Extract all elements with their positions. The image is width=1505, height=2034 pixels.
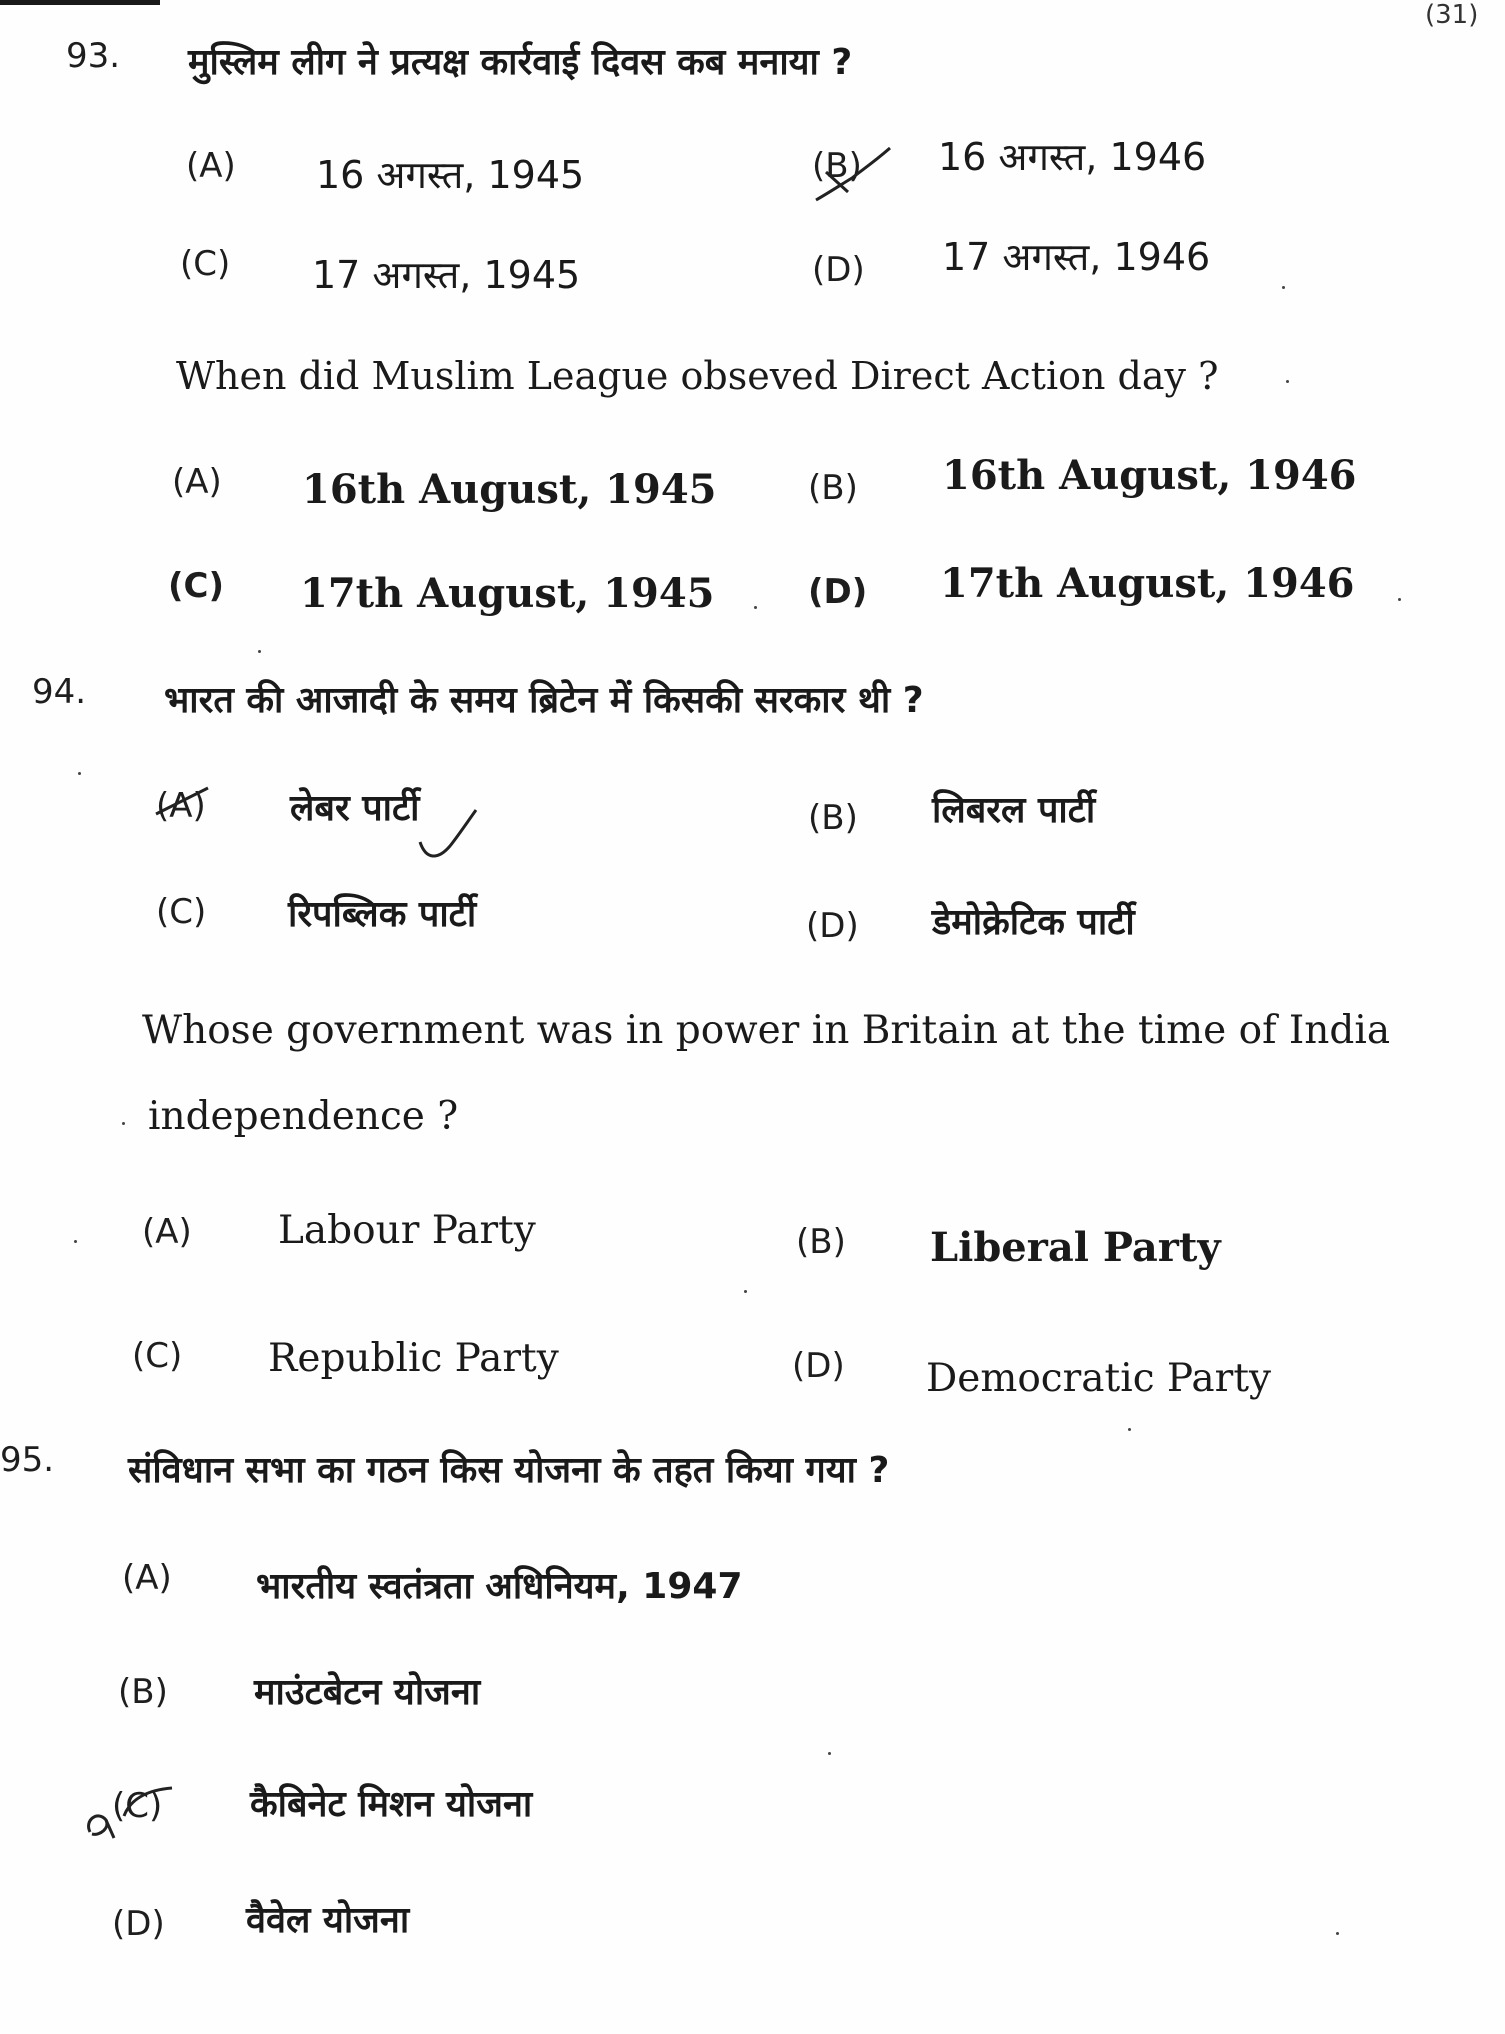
q95-option-d-label: (D)	[112, 1904, 165, 1944]
q94-en-option-a-label: (A)	[142, 1212, 192, 1252]
q94-hi-option-d-label: (D)	[806, 906, 859, 946]
question-94-english-line-1: Whose government was in power in Britain at the time of India	[142, 1008, 1391, 1053]
scan-speck	[78, 772, 81, 775]
q93-en-option-c-label: (C)	[168, 566, 225, 606]
q94-en-option-a: Labour Party	[278, 1208, 536, 1253]
scan-speck	[1282, 286, 1285, 289]
q93-en-option-d-label: (D)	[808, 572, 868, 612]
q95-option-b-label: (B)	[118, 1672, 168, 1712]
scan-speck	[122, 1122, 125, 1125]
scan-speck	[1336, 1932, 1339, 1935]
scan-speck	[1398, 598, 1401, 601]
q95-option-c-label: (C)	[112, 1786, 163, 1826]
q94-hi-option-b: लिबरल पार्टी	[932, 790, 1096, 831]
q95-option-a-label: (A)	[122, 1558, 172, 1598]
q94-hi-option-a-label: (A)	[156, 786, 206, 826]
question-number-94: 94.	[32, 672, 87, 712]
scan-speck	[744, 1290, 747, 1293]
question-number-95: 95.	[0, 1440, 55, 1480]
scan-speck	[1128, 1428, 1131, 1431]
q93-en-option-a-label: (A)	[172, 462, 222, 502]
scan-speck	[754, 606, 757, 609]
q94-hi-option-c: रिपब्लिक पार्टी	[288, 894, 477, 935]
scan-speck	[1286, 380, 1289, 383]
q94-en-option-c-label: (C)	[132, 1336, 183, 1376]
question-number-93: 93.	[66, 36, 121, 76]
scan-speck	[828, 1752, 831, 1755]
q95-option-a: भारतीय स्वतंत्रता अधिनियम, 1947	[256, 1566, 743, 1607]
q95-option-d: वैवेल योजना	[246, 1900, 410, 1941]
q93-hi-option-d-label: (D)	[812, 250, 865, 290]
q93-hi-option-a: 16 अगस्त, 1945	[316, 153, 585, 197]
q94-en-option-d-label: (D)	[792, 1346, 845, 1386]
q94-hi-option-c-label: (C)	[156, 892, 207, 932]
q93-hi-option-c: 17 अगस्त, 1945	[312, 253, 581, 297]
scan-speck	[258, 650, 261, 653]
q93-hi-option-b-label: (B)	[812, 146, 862, 186]
q94-hi-option-a: लेबर पार्टी	[290, 788, 420, 829]
q93-hi-option-c-label: (C)	[180, 244, 231, 284]
scan-speck	[74, 1240, 77, 1243]
question-93-hindi: मुस्लिम लीग ने प्रत्यक्ष कार्रवाई दिवस कब मनाया ?	[188, 42, 853, 83]
q95-option-c: कैबिनेट मिशन योजना	[250, 1784, 533, 1825]
q94-en-option-d: Democratic Party	[926, 1356, 1272, 1401]
q94-en-option-b-label: (B)	[796, 1222, 846, 1262]
question-94-hindi: भारत की आजादी के समय ब्रिटेन में किसकी सरकार थी ?	[164, 680, 924, 721]
question-95-hindi: संविधान सभा का गठन किस योजना के तहत किया गया ?	[128, 1450, 890, 1491]
q93-en-option-b: 16th August, 1946	[942, 452, 1357, 499]
q94-en-option-c: Republic Party	[268, 1336, 559, 1381]
q95-option-b: माउंटबेटन योजना	[254, 1672, 481, 1713]
q93-hi-option-b: 16 अगस्त, 1946	[938, 135, 1207, 179]
question-94-english-line-2: independence ?	[148, 1094, 459, 1139]
q94-en-option-b: Liberal Party	[930, 1224, 1221, 1271]
q94-hi-option-d: डेमोक्रेटिक पार्टी	[932, 902, 1135, 943]
q93-en-option-c: 17th August, 1945	[300, 570, 715, 617]
top-edge-bar	[0, 0, 160, 5]
q93-hi-option-a-label: (A)	[186, 146, 236, 186]
q93-hi-option-d: 17 अगस्त, 1946	[942, 235, 1211, 279]
tick-mark-q94	[150, 780, 480, 870]
q93-en-option-a: 16th August, 1945	[302, 466, 717, 513]
tick-mark-q95	[80, 1780, 190, 1850]
q93-en-option-d: 17th August, 1946	[940, 560, 1355, 607]
q94-hi-option-b-label: (B)	[808, 798, 858, 838]
q93-en-option-b-label: (B)	[808, 468, 858, 508]
tick-mark-q93	[812, 142, 902, 212]
page-corner-number: (31)	[1425, 0, 1479, 30]
question-93-english: When did Muslim League obseved Direct Action day ?	[176, 354, 1219, 398]
